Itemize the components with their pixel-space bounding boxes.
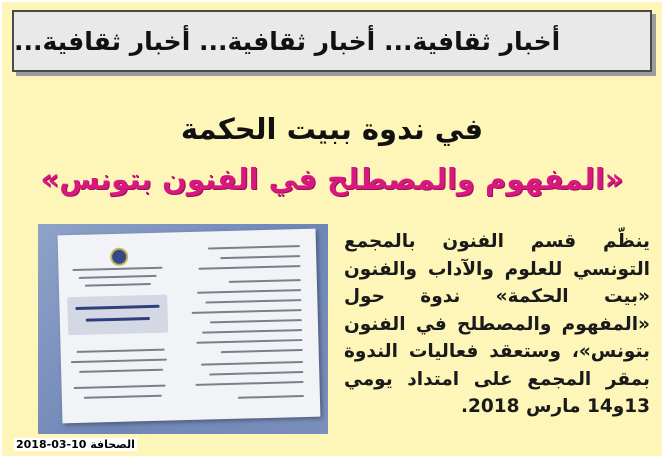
newspaper-clipping [2, 2, 662, 456]
source-date-caption: الصحافة 10-03-2018 [16, 438, 135, 451]
banner-text: أخبار ثقافية... أخبار ثقافية... أخبار ثقافية... [14, 26, 561, 56]
section-banner [12, 10, 652, 72]
institution-emblem-icon [110, 248, 128, 266]
article-body: ينظّم قسم الفنون بالمجمع التونسي للعلوم والآداب والفنون «بيت الحكمة» ندوة حول «المفهوم والمصطلح في الفنون بتونس»، وستعقد فعاليات الندوة بمقر المجمع على امتداد يومي 13و14 مارس 2018. [344, 231, 650, 417]
event-poster-photo [38, 224, 328, 434]
poster-paper [58, 229, 321, 424]
poster-title-block [67, 295, 168, 336]
headline-line-1: في ندوة ببيت الحكمة [180, 112, 484, 146]
headline-line-2: «المفهوم والمصطلح في الفنون بتونس» [40, 162, 624, 196]
